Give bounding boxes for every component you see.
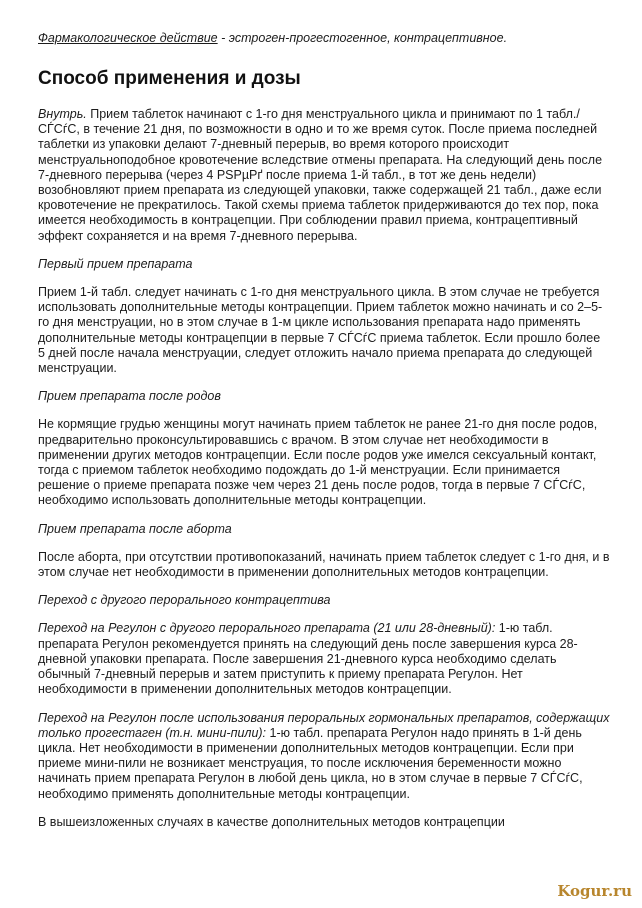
intro-lead: Внутрь. (38, 107, 87, 121)
section-text-first-dose: Прием 1-й табл. следует начинать с 1-го дня менструального цикла. В этом случае не требуется использовать дополнительные методы контрацепции. Прием таблеток можно начинать и со 2–5-го дня менструации, но в этом случае в 1-м цикле использования препарата надо применять дополнительные методы контрацепции в первые 7 СЃСѓС приема таблеток. Если прошло более 5 дней после начала менструации, следует отложить начало приема препарата до следующей менструации. (38, 285, 603, 376)
switch-item-1-text: 1-ю табл. препарата Регулон рекомендуется принять на следующий день после завершения курса 28-дневной упаковки препарата. После завершения 21-дневного курса необходимо сделать обычный 7-дневный перерыв и затем приступить к приему препарата Регулон. Нет необходимости в применении дополнительных методов контрацепции. (38, 621, 578, 697)
pharmacological-action (38, 30, 610, 46)
switch-item-1 (38, 621, 610, 697)
switch-item-1-lead: Переход на Регулон с другого перорального препарата (21 или 28-дневный): (38, 621, 496, 636)
intro-paragraph (38, 107, 610, 244)
pharma-label: Фармакологическое действие (38, 31, 218, 45)
section-heading-after-abortion: Прием препарата после аборта (38, 521, 232, 536)
section-heading-after-birth: Прием препарата после родов (38, 389, 221, 404)
document-page (38, 30, 610, 843)
switch-heading: Переход с другого перорального контрацептива (38, 593, 331, 608)
page-title: Способ применения и дозы (38, 68, 301, 89)
watermark-logo: Kogur.ru (557, 882, 632, 900)
section-text-after-birth: Не кормящие грудью женщины могут начинать прием таблеток не ранее 21-го дня после родов, предварительно проконсультировавшись с врачом. В этом случае нет необходимости в применении других методов контрацепции. Если после родов уже имелся сексуальный контакт, тогда с приемом таблеток необходимо подождать до 1-й менструации. Если принимается решение о приеме препарата позже чем через 21 день после родов, тогда в первые 7 СЃСѓС, необходимо использовать дополнительные методы контрацепции. (38, 417, 598, 508)
section-text-after-abortion: После аборта, при отсутствии противопоказаний, начинать прием таблеток следует с 1-го дня, и в этом случае нет необходимости в применении дополнительных методов контрацепции. (38, 549, 610, 580)
intro-text: Прием таблеток начинают с 1-го дня менструального цикла и принимают по 1 табл./СЃСѓС, в течение 21 дня, по возможности в одно и то же время суток. После приема последней таблетки из упаковки делают 7-дневный перерыв, во время которого происходит менструальноподобное кровотечение вследствие отмены препарата. На следующий день после 7-дневного перерыва (через 4 РЅРµРґ после приема 1-й табл., в тот же день недели) возобновляют прием препарата из следующей упаковки, также содержащей 21 табл., даже если кровотечение не прекратилось. Такой схемы приема таблеток придерживаются до тех пор, пока имеется необходимость в контрацепции. При соблюдении правил приема, контрацептивный эффект сохраняется и на время 7-дневного перерыва. (38, 107, 603, 243)
switch-item-2-text: 1-ю табл. препарата Регулон надо принять в 1-й день цикла. Нет необходимости в применении дополнительных методов контрацепции. Если при приеме мини-пили не возникает менструация, то после исключения беременности можно начинать прием препарата Регулон в любой день цикла, но в этом случае в первые 7 СЃСѓС, необходимо применять дополнительные методы контрацепции. (38, 725, 583, 801)
section-heading-first-dose: Первый прием препарата (38, 256, 193, 271)
switch-item-2-lead: Переход на Регулон после использования пероральных гормональных препаратов, содержащих только прогестаген (т.н. мини-пили): (38, 710, 610, 740)
pharma-text: - эстроген-прогестогенное, контрацептивное. (217, 31, 508, 45)
switch-item-2 (38, 711, 610, 802)
closing-paragraph: В вышеизложенных случаях в качестве дополнительных методов контрацепции (38, 814, 505, 829)
